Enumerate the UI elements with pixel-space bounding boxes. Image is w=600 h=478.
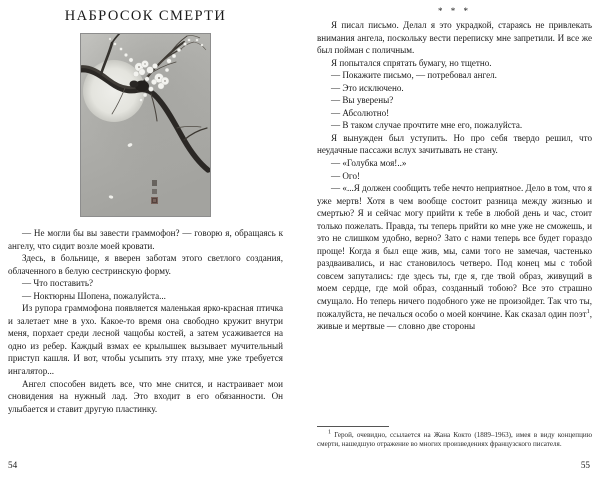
footnote-divider xyxy=(317,426,389,427)
section-break: * * * xyxy=(438,6,471,16)
paragraph: Из рупора граммофона появляется маленькая ярко-красная птичка и залетает мне в ухо. Какое-то время она свободно кружит внутри меня, порхает среди лесной чащобы костей, а затем усаживается на одно из ребер. Каждый взмах ее крылышек вызывает мучительный приступ кашля. И вот, чтобы усыпить эту птаху, мне уже требуется ингалятор... xyxy=(8,303,283,377)
paragraph: — «Голубка моя!..» xyxy=(331,158,407,169)
footnote xyxy=(317,428,592,450)
page-number-left: 54 xyxy=(8,460,18,470)
paragraph: — В таком случае прочтите мне его, пожалуйста. xyxy=(331,120,523,131)
paragraph-with-footnote xyxy=(317,182,592,333)
paragraph: — Покажите письмо, — потребовал ангел. xyxy=(331,70,497,81)
left-page-body xyxy=(8,227,283,415)
footnote-text xyxy=(317,428,592,450)
paragraph: Я вынужден был уступить. Но про себя твердо решил, что неудачные пассажи вслух зачитывать не стану. xyxy=(317,132,592,156)
paragraph: — Это исключено. xyxy=(331,82,404,93)
paragraph: — Абсолютно! xyxy=(331,107,390,118)
right-page-body xyxy=(317,19,592,333)
paragraph-text-after: , живые и мертвые — словно две стороны xyxy=(317,308,592,332)
paragraph-text-before: — «...Я должен сообщить тебе нечто неприятное. Дело в том, что я уже мертв! Хотя в чем вообще состоит разница между жизнью и смертью? Я и сейчас могу прийти к тебе в любой день и час, стоит только пожелать. Правда, ты теперь прийти ко мне уже не сможешь, и это не слишком удобно, верно? Зато с нами теперь все будет гораздо проще! Когда я был еще жив, мы, сами того не замечая, частенько раздваивались, и нас становилось четверо. Под конец мы с тобой совсем запутались: где здесь ты, где я, где твой образ, живущий в моем сердце, где мой образ, созданный тобою? Все это страшно смущало. Но теперь ничего подобного уже не произойдет. Так что ты, пожалуйста, не печалься особо о моей кончине. Как сказал один поэт xyxy=(317,183,592,319)
paragraph: Я писал письмо. Делал я это украдкой, стараясь не привлекать внимания ангела, поскольку вести переписку мне запретили. И все же был пойман с поличным. xyxy=(317,20,592,56)
footnote-zone xyxy=(317,426,592,450)
paragraph: Здесь, в больнице, я вверен заботам этого светлого создания, облаченного в белую сестринскую форму. xyxy=(8,253,283,276)
paragraph: — Ого! xyxy=(331,170,361,181)
paragraph: — Вы уверены? xyxy=(331,95,394,106)
paragraph: — Что поставить? xyxy=(22,278,94,289)
illustration-wrapper xyxy=(8,33,283,217)
right-page xyxy=(300,0,600,478)
paragraph: Я попытался спрятать бумагу, но тщетно. xyxy=(331,57,492,68)
footnote-body: Герой, очевидно, ссылается на Жана Кокто (1889–1963), имея в виду концепцию смерти, нашедшую отражение во многих произведениях французского писателя. xyxy=(317,430,592,449)
page-title: НАБРОСОК СМЕРТИ xyxy=(64,8,227,24)
footnote-number: 1 xyxy=(328,428,332,436)
page-number-right: 55 xyxy=(580,460,590,470)
paragraph: — Не могли бы вы завести граммофон? — говорю я, обращаясь к ангелу, что сидит возле моей кровати. xyxy=(8,228,283,251)
plum-blossom-moon-woodblock-image xyxy=(80,33,211,217)
paragraph: — Ноктюрны Шопена, пожалуйста... xyxy=(22,290,166,301)
footnote-marker[interactable]: 1 xyxy=(586,307,590,315)
artist-seal-icon xyxy=(151,180,158,204)
paragraph: Ангел способен видеть все, что мне снится, и настраивает мои сновидения на нужный лад. Это входит в его обязанности. Он улыбается и ставит другую пластинку. xyxy=(8,378,283,414)
